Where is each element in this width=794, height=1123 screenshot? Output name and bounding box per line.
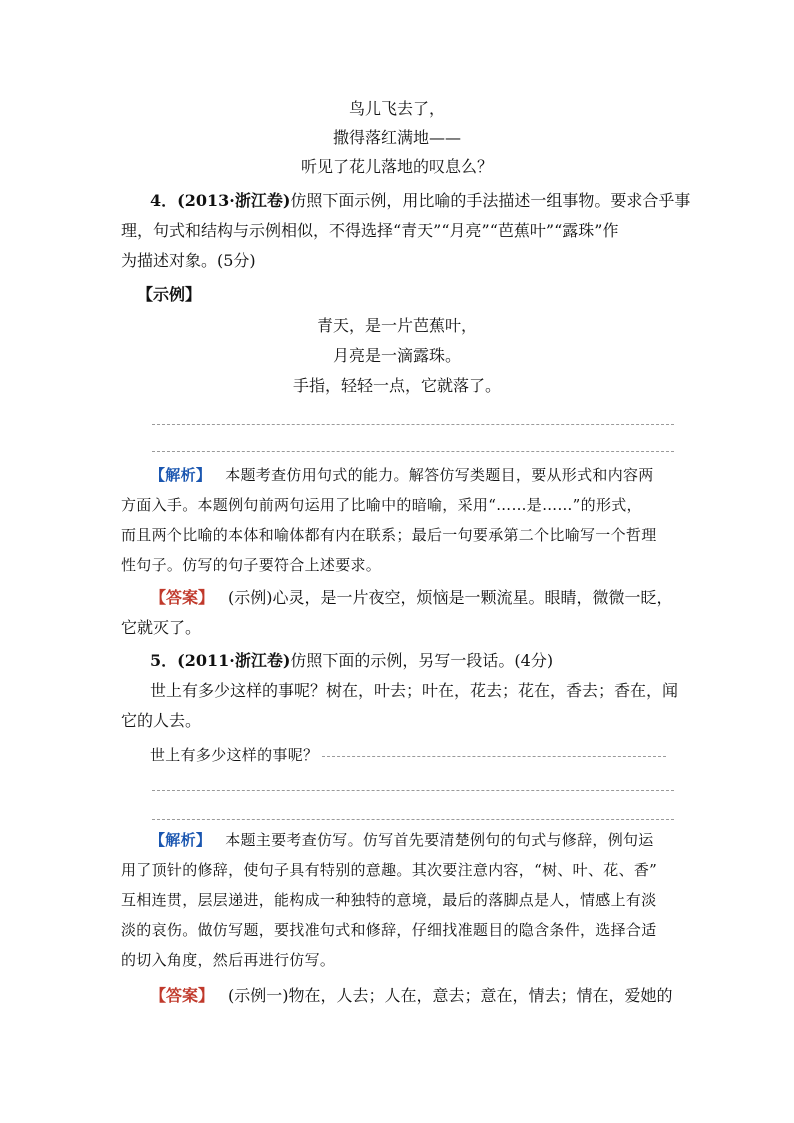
question-5-prompt: 世上有多少这样的事呢？ [150,746,319,764]
example-line-2: 月亮是一滴露珠。 [332,346,461,365]
analysis-5-line-5: 的切入角度，然后再进行仿写。 [121,951,336,969]
analysis-5-line-4: 淡的哀伤。做仿写题，要找准句式和修辞，仔细找准题目的隐含条件，选择合适 [121,921,657,939]
question-4-text-a: 仿照下面示例，用比喻的手法描述一组事物。要求合乎事 [290,191,691,210]
answer-blank-line-3 [152,790,674,791]
analysis-4-line-1: 【解析】 本题考查仿用句式的能力。解答仿写类题目，要从形式和内容两 [150,466,654,484]
question-4-line-2: 理，句式和结构与示例相似，不得选择“青天”“月亮”“芭蕉叶”“露珠”作 [121,221,619,240]
analysis-label: 【解析】 [150,831,212,849]
poem-line-2: 撒得落红满地—— [332,128,461,147]
example-line-1: 青天，是一片芭蕉叶， [316,316,477,335]
question-4-line-1 [0,190,794,212]
analysis-label: 【解析】 [150,466,212,484]
analysis-5-line-2: 用了顶针的修辞，使句子具有特别的意趣。其次要注意内容，“树、叶、花、香” [121,861,658,879]
question-4-source: (2013·浙江卷) [177,191,291,210]
question-4-number: 4． [150,191,178,210]
question-5-text: 仿照下面的示例，另写一段话。(4分) [290,651,554,670]
analysis-5-line-1: 【解析】 本题主要考查仿写。仿写首先要清楚例句的句式与修辞，例句运 [150,831,654,849]
question-5-example-1: 世上有多少这样的事呢？树在，叶去；叶在，花去；花在，香去；香在，闻 [150,681,679,700]
answer-5-line-1: 【答案】 (示例一)物在，人去；人在，意去；意在，情去；情在，爱她的 [150,986,673,1005]
answer-blank-inline [322,756,666,757]
question-5-number: 5． [150,651,178,670]
answer-4-line-1: 【答案】 (示例)心灵，是一片夜空，烦恼是一颗流星。眼睛，微微一眨， [150,588,673,607]
answer-label: 【答案】 [150,588,215,607]
question-5-line-1 [0,650,794,672]
question-4-line-3: 为描述对象。(5分) [121,251,256,270]
question-5-prompt-line [0,744,794,766]
analysis-4-line-2: 方面入手。本题例句前两句运用了比喻中的暗喻，采用“……是……”的形式， [121,496,642,514]
answer-blank-line-4 [152,819,674,820]
question-5-source: (2011·浙江卷) [177,651,291,670]
example-label: 【示例】 [137,285,202,304]
answer-blank-line-2 [152,451,674,452]
poem-line-1: 鸟儿飞去了， [348,99,445,118]
example-line-3: 手指，轻轻一点，它就落了。 [292,376,501,395]
answer-4-line-2: 它就灭了。 [121,618,202,637]
poem-line-3: 听见了花儿落地的叹息么？ [300,157,493,176]
answer-label: 【答案】 [150,986,215,1005]
analysis-5-line-3: 互相连贯，层层递进，能构成一种独特的意境，最后的落脚点是人，情感上有淡 [121,891,657,909]
analysis-4-line-4: 性句子。仿写的句子要符合上述要求。 [121,556,382,574]
answer-blank-line-1 [152,424,674,425]
analysis-4-line-3: 而且两个比喻的本体和喻体都有内在联系；最后一句要承第二个比喻写一个哲理 [121,526,657,544]
question-5-example-2: 它的人去。 [121,711,202,730]
